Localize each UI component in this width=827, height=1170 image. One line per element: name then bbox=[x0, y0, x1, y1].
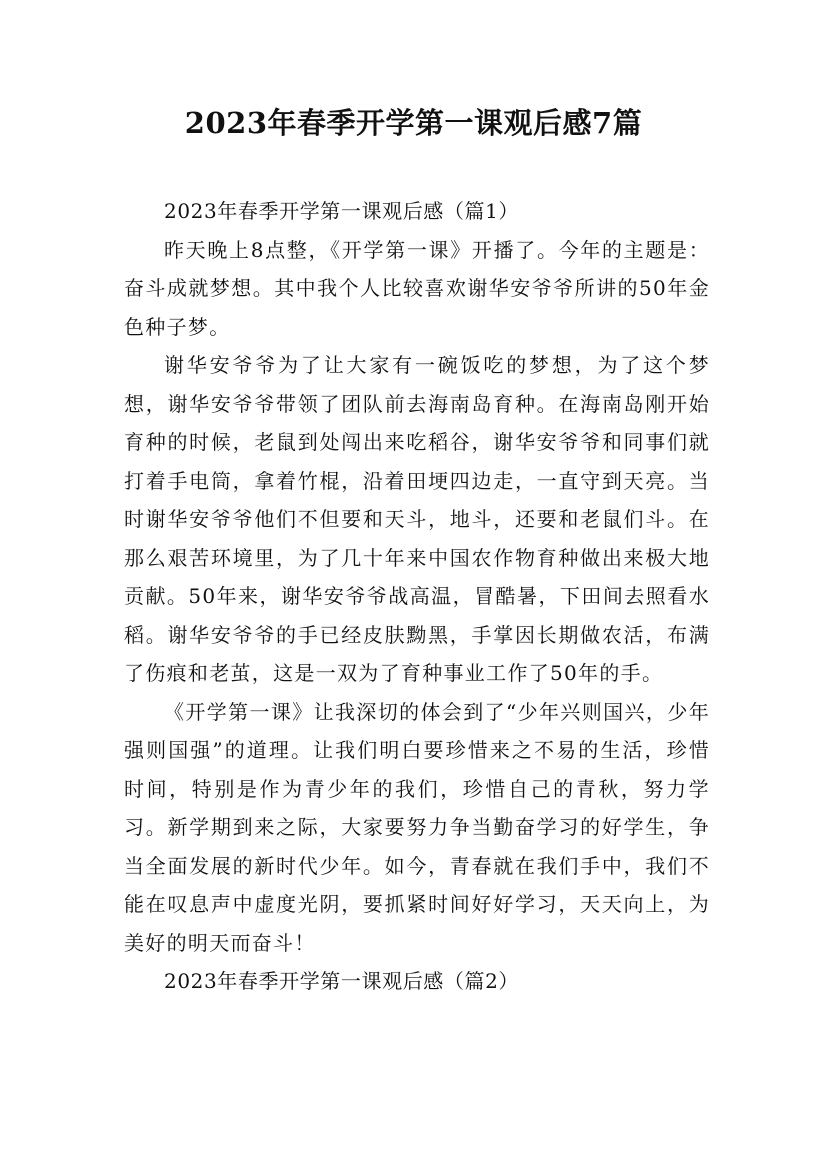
paragraph-reflection: 《开学第一课》让我深切的体会到了“少年兴则国兴，少年强则国强”的道理。让我们明白要珍惜来之不易的生活，珍惜时间，特别是作为青少年的我们，珍惜自己的青秋，努力学习。新学期到来之际，大家要努力争当勤奋学习的好学生，争当全面发展的新时代少年。如今，青春就在我们手中，我们不能在叹息声中虚度光阴，要抓紧时间好好学习，天天向上，为美好的明天而奋斗！ bbox=[124, 699, 710, 955]
section-heading-1: 2023年春季开学第一课观后感（篇1） bbox=[164, 199, 520, 223]
paragraph-xie-huaan: 谢华安爷爷为了让大家有一碗饭吃的梦想，为了这个梦想，谢华安爷爷带领了团队前去海南岛育种。在海南岛刚开始育种的时候，老鼠到处闯出来吃稻谷，谢华安爷爷和同事们就打着手电筒，拿着竹棍，沿着田埂四边走，一直守到天亮。当时谢华安爷爷他们不但要和天斗，地斗，还要和老鼠们斗。在那么艰苦环境里，为了几十年来中国农作物育种做出来极大地贡献。50年来，谢华安爷爷战高温，冒酷暑，下田间去照看水稻。谢华安爷爷的手已经皮肤黝黑，手掌因长期做农活，布满了伤痕和老茧，这是一双为了育种事业工作了50年的手。 bbox=[124, 353, 710, 685]
document-body bbox=[124, 192, 710, 1001]
paragraph-intro: 昨天晚上8点整，《开学第一课》开播了。今年的主题是：奋斗成就梦想。其中我个人比较喜欢谢华安爷爷所讲的50年金色种子梦。 bbox=[124, 237, 710, 339]
section-heading-2: 2023年春季开学第一课观后感（篇2） bbox=[164, 969, 520, 993]
document-title: 2023年春季开学第一课观后感7篇 bbox=[184, 106, 643, 140]
